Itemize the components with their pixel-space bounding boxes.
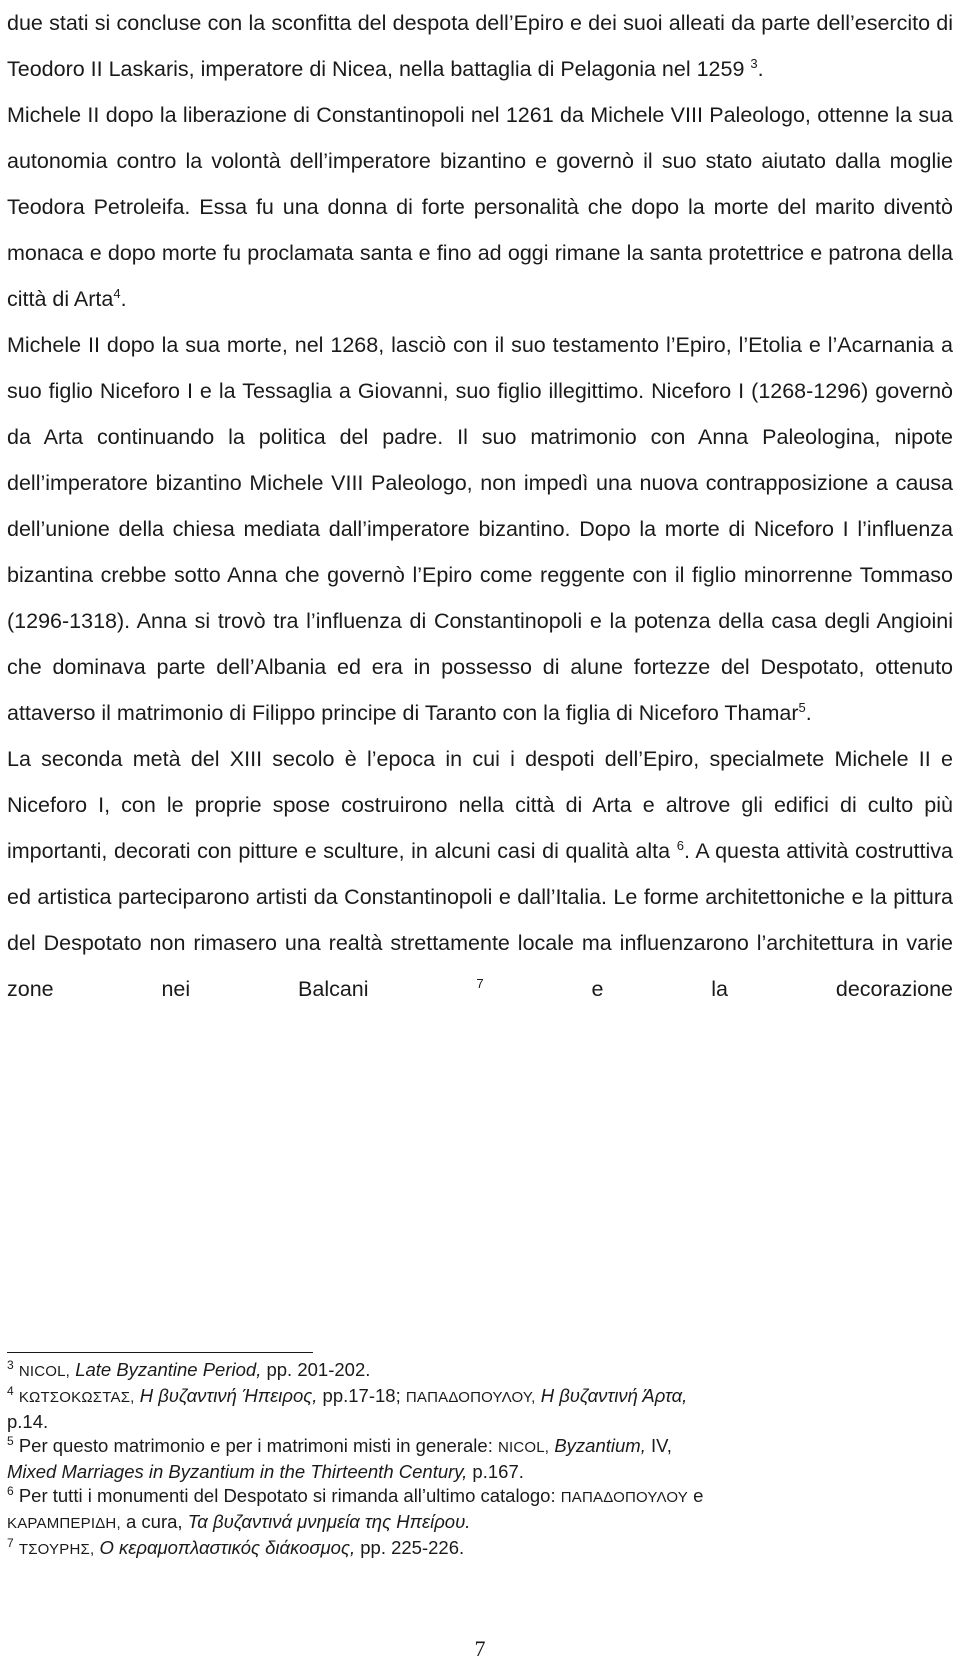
paragraph-2: Michele II dopo la liberazione di Constantinopoli nel 1261 da Michele VIII Paleologo, ottenne la sua autonomia contro la volontà dell’imperatore bizantino e governò il suo stato aiutato dalla moglie Teodora Petroleifa. Essa fu una donna di forte personalità che dopo la morte del marito diventò monaca e dopo morte fu proclamata santa e fino ad oggi rimane la santa protettrice e patrona della città di Arta$^4$. — [7, 103, 953, 311]
footnote-ref-6[interactable]: 6 — [676, 837, 684, 853]
footnote-3: $^3$ NICOL, Late Byzantine Period, pp. 201-202. — [7, 1357, 371, 1380]
paragraph-1: due stati si concluse con la sconfitta del despota dell’Epiro e dei suoi alleati da parte dell’esercito di Teodoro II Laskaris, imperatore di Nicea, nella battaglia di Pelagonia nel 1259 $^3$. — [7, 11, 953, 81]
footnote-4: $^4$ ΚΩΤΣΟΚΩΣΤΑΣ, Η βυζαντινή Ήπειρος, pp.17-18; ΠΑΠΑΔΟΠΟΥΛΟΥ, Η βυζαντινή Άρτα, p.14. — [7, 1383, 688, 1432]
footnote-ref-3[interactable]: 3 — [750, 55, 758, 71]
page-number: 7 — [474, 1636, 486, 1661]
footnote-ref-5[interactable]: 5 — [798, 699, 806, 715]
body-text — [7, 0, 953, 1012]
footnote-ref-7[interactable]: 7 — [476, 975, 484, 991]
paragraph-4: La seconda metà del XIII secolo è l’epoca in cui i despoti dell’Epiro, specialmete Michele II e Niceforo I, con le proprie spose costruirono nella città di Arta e altrove gli edifici di culto più importanti, decorati con pitture e sculture, in alcuni casi di qualità alta $^6$. A questa attività costruttiva ed artistica parteciparono artisti da Constantinopoli e dall’Italia. Le forme architettoniche e la pittura del Despotato non rimasero una realtà strettamente locale ma influenzarono l’architettura in varie zone nei Balcani $^7$ e la decorazione — [7, 747, 954, 1001]
document-page — [7, 0, 953, 1012]
footnote-separator — [7, 1352, 313, 1353]
footnote-ref-4[interactable]: 4 — [113, 285, 121, 301]
footnote-7: $^7$ ΤΣΟΥΡΗΣ, Ο κεραμοπλαστικός διάκοσμος, pp. 225-226. — [7, 1535, 465, 1558]
footnotes — [7, 1358, 953, 1562]
footnote-6: $^6$ Per tutti i monumenti del Despotato si rimanda all’ultimo catalogo: ΠΑΠΑΔΟΠΟΥΛΟΥ e ΚΑΡΑΜΠΕΡΙΔΗ, a cura, Τα βυζαντινά μνημεία της Ηπείρου. — [7, 1483, 704, 1532]
footnote-5: $^5$ Per questo matrimonio e per i matrimoni misti in generale: NICOL, Byzantium, IV, Mixed Marriages in Byzantium in the Thirteenth Century, p.167. — [7, 1433, 672, 1482]
paragraph-3: Michele II dopo la sua morte, nel 1268, lasciò con il suo testamento l’Epiro, l’Etolia e l’Acarnania a suo figlio Niceforo I e la Tessaglia a Giovanni, suo figlio illegittimo. Niceforo I (1268-1296) governò da Arta continuando la politica del padre. Il suo matrimonio con Anna Paleologina, nipote dell’imperatore bizantino Michele VIII Paleologo, non impedì una nuova contrapposizione a causa dell’unione della chiesa mediata dall’imperatore bizantino. Dopo la morte di Niceforo I l’influenza bizantina crebbe sotto Anna che governò l’Epiro come reggente con il figlio minorrenne Tommaso (1296-1318). Anna si trovò tra l’influenza di Constantinopoli e la potenza della casa degli Angioini che dominava parte dell’Albania ed era in possesso di alune fortezze del Despotato, ottenuto attaverso il matrimonio di Filippo principe di Taranto con la figlia di Niceforo Thamar$^5$. — [7, 333, 953, 725]
